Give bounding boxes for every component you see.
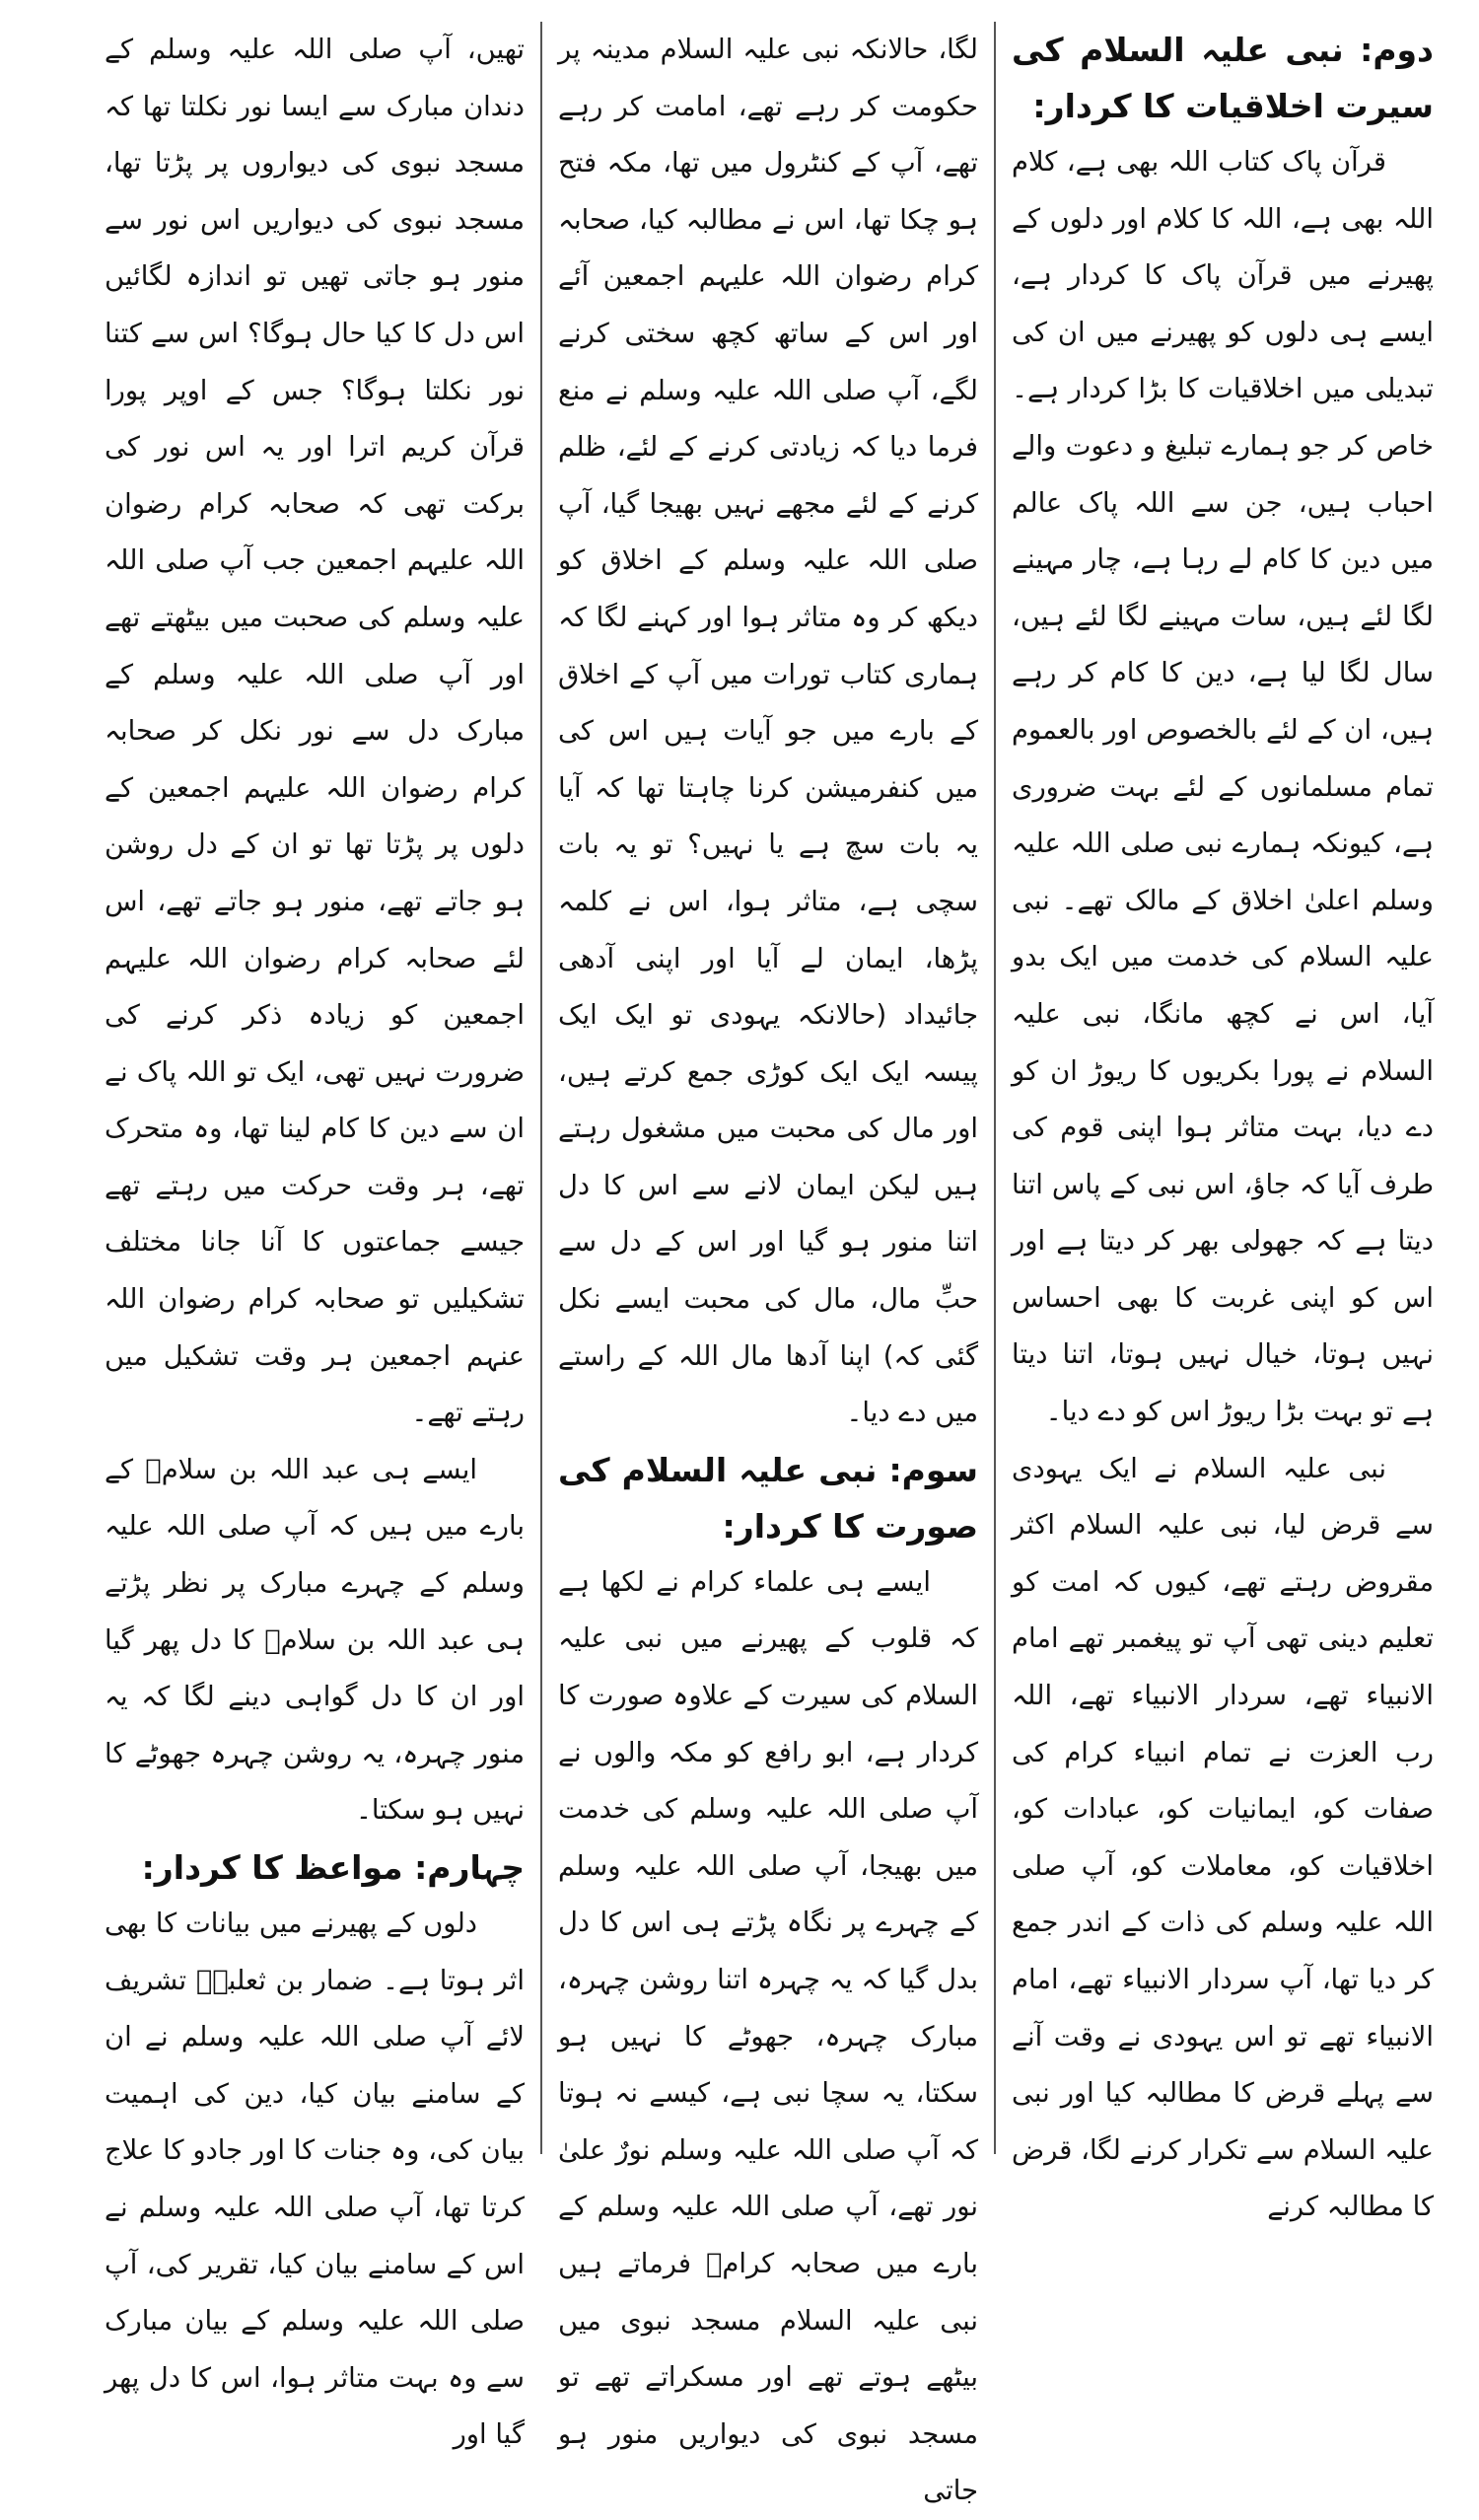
paragraph: دلوں کے پھیرنے میں بیانات کا بھی اثر ہوتا ہے۔ ضمار بن ثعلبہؓ تشریف لائے آپ صلی اللہ علیہ وسلم نے ان کے سامنے بیان کیا، دین کی اہمیت بیان کی، وہ جنات کا اور جادو کا علاج کرتا تھا، آپ صلی اللہ علیہ وسلم نے اس کے سامنے بیان کیا، تقریر کی، آپ صلی اللہ علیہ وسلم کے بیان مبارک سے وہ بہت متاثر ہوا، اس کا دل پھر گیا اور [105, 1908, 525, 2451]
section-heading-second: دوم: نبی علیہ السلام کی سیرت اخلاقیات کا کردار: [1012, 31, 1434, 125]
section-heading-fourth: چہارم: مواعظ کا کردار: [141, 1848, 525, 1887]
column-middle [542, 22, 996, 2507]
paragraph: لگا، حالانکہ نبی علیہ السلام مدینہ پر حکومت کر رہے تھے، امامت کر رہے تھے، آپ کے کنٹرول میں تھا، مکہ فتح ہو چکا تھا، اس نے مطالبہ کیا، صحابہ کرام رضوان اللہ علیہم اجمعین آئے اور اس کے ساتھ کچھ سختی کرنے لگے، آپ صلی اللہ علیہ وسلم نے منع فرما دیا کہ زیادتی کرنے کے لئے، ظلم کرنے کے لئے مجھے نہیں بھیجا گیا، آپ صلی اللہ علیہ وسلم کے اخلاق کو دیکھ کر وہ متاثر ہوا اور کہنے لگا کہ ہماری کتاب تورات میں آپ کے اخلاق کے بارے میں جو آیات ہیں اس کی میں کنفرمیشن کرنا چاہتا تھا کہ آیا یہ بات سچ ہے یا نہیں؟ تو یہ بات سچی ہے، متاثر ہوا، اس نے کلمہ پڑھا، ایمان لے آیا اور اپنی آدھی جائیداد (حالانکہ یہودی تو ایک ایک پیسہ ایک ایک کوڑی جمع کرتے ہیں، اور مال کی محبت میں مشغول رہتے ہیں لیکن ایمان لانے سے اس کا دل اتنا منور ہو گیا اور اس کے دل سے حبِّ مال، مال کی محبت ایسے نکل گئی کہ) اپنا آدھا مال اللہ کے راستے میں دے دیا۔ [558, 35, 978, 1429]
paragraph: تھیں، آپ صلی اللہ علیہ وسلم کے دندان مبارک سے ایسا نور نکلتا تھا کہ مسجد نبوی کی دیواروں پر پڑتا تھا، مسجد نبوی کی دیواریں اس نور سے منور ہو جاتی تھیں تو اندازہ لگائیں اس دل کا کیا حال ہوگا؟ اس سے کتنا نور نکلتا ہوگا؟ جس کے اوپر پورا قرآن کریم اترا اور یہ اس نور کی برکت تھی کہ صحابہ کرام رضوان اللہ علیہم اجمعین جب آپ صلی اللہ علیہ وسلم کی صحبت میں بیٹھتے تھے اور آپ صلی اللہ علیہ وسلم کے مبارک دل سے نور نکل کر صحابہ کرام رضوان اللہ علیہم اجمعین کے دلوں پر پڑتا تھا تو ان کے دل روشن ہو جاتے تھے، منور ہو جاتے تھے، اس لئے صحابہ کرام رضوان اللہ علیہم اجمعین کو زیادہ ذکر کرنے کی ضرورت نہیں تھی، ایک تو اللہ پاک نے ان سے دین کا کام لینا تھا، وہ متحرک تھے، ہر وقت حرکت میں رہتے تھے جیسے جماعتوں کا آنا جانا مختلف تشکیلیں تو صحابہ کرام رضوان اللہ عنہم اجمعین ہر وقت تشکیل میں رہتے تھے۔ [105, 35, 525, 1429]
paragraph: ایسے ہی علماء کرام نے لکھا ہے کہ قلوب کے پھیرنے میں نبی علیہ السلام کی سیرت کے علاوہ صورت کا کردار ہے، ابو رافع کو مکہ والوں نے آپ صلی اللہ علیہ وسلم کی خدمت میں بھیجا، آپ صلی اللہ علیہ وسلم کے چہرے پر نگاہ پڑتے ہی اس کا دل بدل گیا کہ یہ چہرہ اتنا روشن چہرہ، مبارک چہرہ، جھوٹے کا نہیں ہو سکتا، یہ سچا نبی ہے، کیسے نہ ہوتا کہ آپ صلی اللہ علیہ وسلم نورٌ علیٰ نور تھے، آپ صلی اللہ علیہ وسلم کے بارے میں صحابہ کرامؓ فرماتے ہیں نبی علیہ السلام مسجد نبوی میں بیٹھے ہوتے تھے اور مسکراتے تھے تو مسجد نبوی کی دیواریں منور ہو جاتی [558, 1566, 978, 2507]
paragraph: قرآن پاک کتاب اللہ بھی ہے، کلام اللہ بھی ہے، اللہ کا کلام اور دلوں کے پھیرنے میں قرآن پاک کا کردار ہے، ایسے ہی دلوں کو پھیرنے میں ان کی تبدیلی میں اخلاقیات کا بڑا کردار ہے۔ خاص کر جو ہمارے تبلیغ و دعوت والے احباب ہیں، جن سے اللہ پاک عالم میں دین کا کام لے رہا ہے، چار مہینے لگا لئے ہیں، سات مہینے لگا لئے ہیں، سال لگا لیا ہے، دین کا کام کر رہے ہیں، ان کے لئے بالخصوص اور بالعموم تمام مسلمانوں کے لئے بہت ضروری ہے، کیونکہ ہمارے نبی صلی اللہ علیہ وسلم اعلیٰ اخلاق کے مالک تھے۔ نبی علیہ السلام کی خدمت میں ایک بدو آیا، اس نے کچھ مانگا، نبی علیہ السلام نے پورا بکریوں کا ریوڑ ان کو دے دیا، بہت متاثر ہوا اپنی قوم کی طرف آیا کہ جاؤ، اس نبی کے پاس اتنا دیتا ہے کہ جھولی بھر کر دیتا ہے اور اس کو اپنی غربت کا بھی احساس نہیں ہوتا، خیال نہیں ہوتا، اتنا دیتا ہے تو بہت بڑا ریوڑ اس کو دے دیا۔ [1012, 147, 1434, 1428]
paragraph: ایسے ہی عبد اللہ بن سلامؓ کے بارے میں ہیں کہ آپ صلی اللہ علیہ وسلم کے چہرے مبارک پر نظر پڑتے ہی عبد اللہ بن سلامؓ کا دل پھر گیا اور ان کا دل گواہی دینے لگا کہ یہ منور چہرہ، یہ روشن چہرہ جھوٹے کا نہیں ہو سکتا۔ [105, 1454, 525, 1827]
column-left [89, 22, 542, 2451]
column-right [996, 22, 1449, 2223]
paragraph: نبی علیہ السلام نے ایک یہودی سے قرض لیا، نبی علیہ السلام اکثر مقروض رہتے تھے، کیوں کہ امت کو تعلیم دینی تھی آپ تو پیغمبر تھے امام الانبیاء تھے، سردار الانبیاء تھے، اللہ رب العزت نے تمام انبیاء کرام کی صفات کو، ایمانیات کو، عبادات کو، اخلاقیات کو، معاملات کو، آپ صلی اللہ علیہ وسلم کی ذات کے اندر جمع کر دیا تھا، آپ سردار الانبیاء تھے، امام الانبیاء تھے تو اس یہودی نے وقت آنے سے پہلے قرض کا مطالبہ کیا اور نبی علیہ السلام سے تکرار کرنے لگا، قرض کا مطالبہ کرنے [1012, 1453, 1434, 2223]
section-heading-third: سوم: نبی علیہ السلام کی صورت کا کردار: [558, 1450, 978, 1546]
